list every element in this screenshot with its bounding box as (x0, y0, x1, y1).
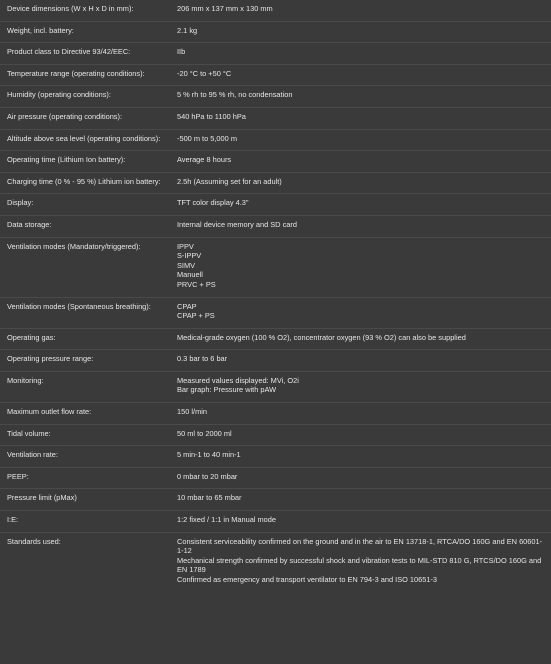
spec-row-monitoring (0, 371, 551, 402)
spec-row-operating-time (0, 151, 551, 173)
spec-label: Ventilation rate: (7, 450, 58, 460)
spec-label: Operating gas: (7, 332, 56, 342)
spec-value: -500 m to 5,000 m (177, 133, 237, 143)
spec-value: Average 8 hours (177, 155, 232, 165)
spec-value: CPAP CPAP + PS (177, 301, 215, 321)
spec-value: 1:2 fixed / 1:1 in Manual mode (177, 515, 277, 525)
spec-label: PEEP: (7, 471, 29, 481)
spec-label: Data storage: (7, 219, 52, 229)
spec-label: Humidity (operating conditions): (7, 90, 111, 100)
spec-value: 5 % rh to 95 % rh, no condensation (177, 90, 293, 100)
spec-value: 150 l/min (177, 407, 207, 417)
spec-value: 10 mbar to 65 mbar (177, 493, 242, 503)
spec-value: 2.5h (Assuming set for an adult) (177, 176, 282, 186)
spec-row-ventilation-modes-spontaneous (0, 297, 551, 328)
spec-row-altitude (0, 129, 551, 151)
spec-row-display (0, 194, 551, 216)
spec-label: I:E: (7, 515, 19, 525)
spec-row-pressure-limit (0, 489, 551, 511)
spec-value: 50 ml to 2000 ml (177, 428, 232, 438)
spec-label: Tidal volume: (7, 428, 51, 438)
spec-value: Consistent serviceability confirmed on the ground and in the air to EN 13718-1, RTCA/DO 160G and EN 60601-1-12 Mechanical strength confirmed by successful shock and vibration tests to MIL-STD 810 G, RTCS/DO 160G and EN 1789 Confirmed as emergency and transport ventilator to EN 794-3 and ISO 10651-3 (177, 536, 543, 584)
spec-value: IIb (177, 47, 186, 57)
spec-row-humidity (0, 86, 551, 108)
spec-value: -20 °C to +50 °C (177, 68, 232, 78)
spec-row-data-storage (0, 215, 551, 237)
spec-value: TFT color display 4.3" (177, 198, 249, 208)
spec-value: 0.3 bar to 6 bar (177, 354, 228, 364)
spec-value: Medical-grade oxygen (100 % O2), concentrator oxygen (93 % O2) can also be supplied (177, 332, 466, 342)
spec-row-product-class (0, 43, 551, 65)
spec-row-ventilation-modes-mandatory (0, 237, 551, 297)
spec-value: Measured values displayed: MVi, O2i Bar graph: Pressure with pAW (177, 375, 299, 395)
spec-value: 2.1 kg (177, 25, 198, 35)
spec-value: 206 mm x 137 mm x 130 mm (177, 4, 273, 13)
spec-row-air-pressure (0, 107, 551, 129)
spec-row-peep (0, 467, 551, 489)
spec-row-max-outlet-flow (0, 403, 551, 425)
spec-label: Ventilation modes (Spontaneous breathing): (7, 301, 151, 311)
spec-label: Standards used: (7, 536, 61, 546)
spec-value: Internal device memory and SD card (177, 219, 297, 229)
spec-value: IPPV S-IPPV SIMV Manuell PRVC + PS (177, 241, 216, 289)
spec-label: Charging time (0 % - 95 %) Lithium ion battery: (7, 176, 161, 186)
spec-row-dimensions (0, 0, 551, 21)
spec-row-charging-time (0, 172, 551, 194)
spec-row-operating-pressure (0, 350, 551, 372)
spec-label: Maximum outlet flow rate: (7, 407, 92, 417)
spec-row-ventilation-rate (0, 446, 551, 468)
spec-label: Ventilation modes (Mandatory/triggered): (7, 241, 141, 251)
spec-label: Product class to Directive 93/42/EEC: (7, 47, 131, 57)
spec-label: Weight, incl. battery: (7, 25, 74, 35)
spec-label: Air pressure (operating conditions): (7, 111, 123, 121)
spec-row-standards (0, 532, 551, 591)
spec-label: Operating time (Lithium Ion battery): (7, 155, 126, 165)
spec-label: Pressure limit (pMax) (7, 493, 77, 503)
spec-label: Display: (7, 198, 34, 208)
spec-value: 540 hPa to 1100 hPa (177, 111, 246, 121)
spec-row-weight (0, 21, 551, 43)
spec-row-tidal-volume (0, 424, 551, 446)
spec-value: 0 mbar to 20 mbar (177, 471, 238, 481)
spec-label: Device dimensions (W x H x D in mm): (7, 4, 134, 13)
spec-row-temperature (0, 64, 551, 86)
spec-row-operating-gas (0, 328, 551, 350)
spec-label: Operating pressure range: (7, 354, 94, 364)
spec-row-ie-ratio (0, 511, 551, 533)
spec-label: Monitoring: (7, 375, 44, 385)
spec-value: 5 min-1 to 40 min-1 (177, 450, 241, 460)
spec-label: Temperature range (operating conditions): (7, 68, 145, 78)
spec-label: Altitude above sea level (operating conditions): (7, 133, 161, 143)
